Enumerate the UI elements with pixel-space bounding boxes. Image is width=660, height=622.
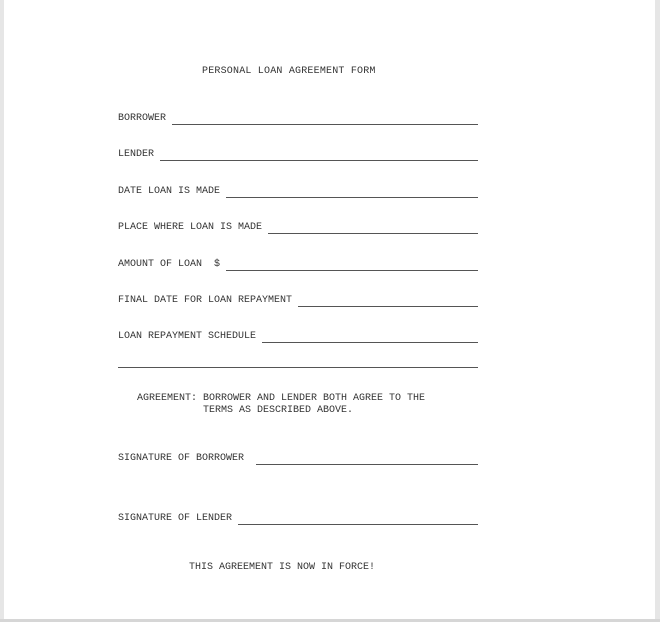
page-edge-right	[655, 0, 660, 622]
field-final-repayment-date	[118, 294, 478, 308]
field-place-loan-made	[118, 221, 478, 235]
borrower-blank-line[interactable]	[172, 124, 478, 125]
place-blank-line[interactable]	[268, 233, 478, 234]
borrower-signature-line[interactable]	[256, 464, 478, 465]
final-date-blank-line[interactable]	[298, 306, 478, 307]
schedule-blank-line[interactable]	[262, 342, 478, 343]
amount-blank-line[interactable]	[226, 270, 478, 271]
field-label: LENDER	[118, 149, 155, 160]
agreement-statement	[137, 393, 425, 417]
document-page	[4, 0, 655, 619]
signature-lender	[118, 512, 478, 526]
schedule-continuation-line[interactable]	[118, 367, 478, 368]
field-borrower	[118, 112, 478, 126]
field-label: FINAL DATE FOR LOAN REPAYMENT	[118, 295, 293, 306]
field-amount-of-loan	[118, 258, 478, 272]
date-blank-line[interactable]	[226, 197, 478, 198]
field-label: BORROWER	[118, 113, 167, 124]
signature-label: SIGNATURE OF LENDER	[118, 513, 233, 524]
lender-blank-line[interactable]	[160, 160, 478, 161]
agreement-line-2: TERMS AS DESCRIBED ABOVE.	[137, 405, 354, 416]
field-label: LOAN REPAYMENT SCHEDULE	[118, 331, 257, 342]
field-label: DATE LOAN IS MADE	[118, 186, 221, 197]
document-title: PERSONAL LOAN AGREEMENT FORM	[202, 66, 376, 77]
field-label: AMOUNT OF LOAN $	[118, 259, 221, 270]
signature-label: SIGNATURE OF BORROWER	[118, 453, 251, 464]
field-label: PLACE WHERE LOAN IS MADE	[118, 222, 263, 233]
field-repayment-schedule	[118, 330, 478, 344]
field-lender	[118, 148, 478, 162]
in-force-statement: THIS AGREEMENT IS NOW IN FORCE!	[189, 562, 376, 573]
signature-borrower	[118, 452, 478, 466]
field-date-loan-made	[118, 185, 478, 199]
lender-signature-line[interactable]	[238, 524, 478, 525]
agreement-line-1: AGREEMENT: BORROWER AND LENDER BOTH AGREE TO THE	[137, 393, 426, 404]
